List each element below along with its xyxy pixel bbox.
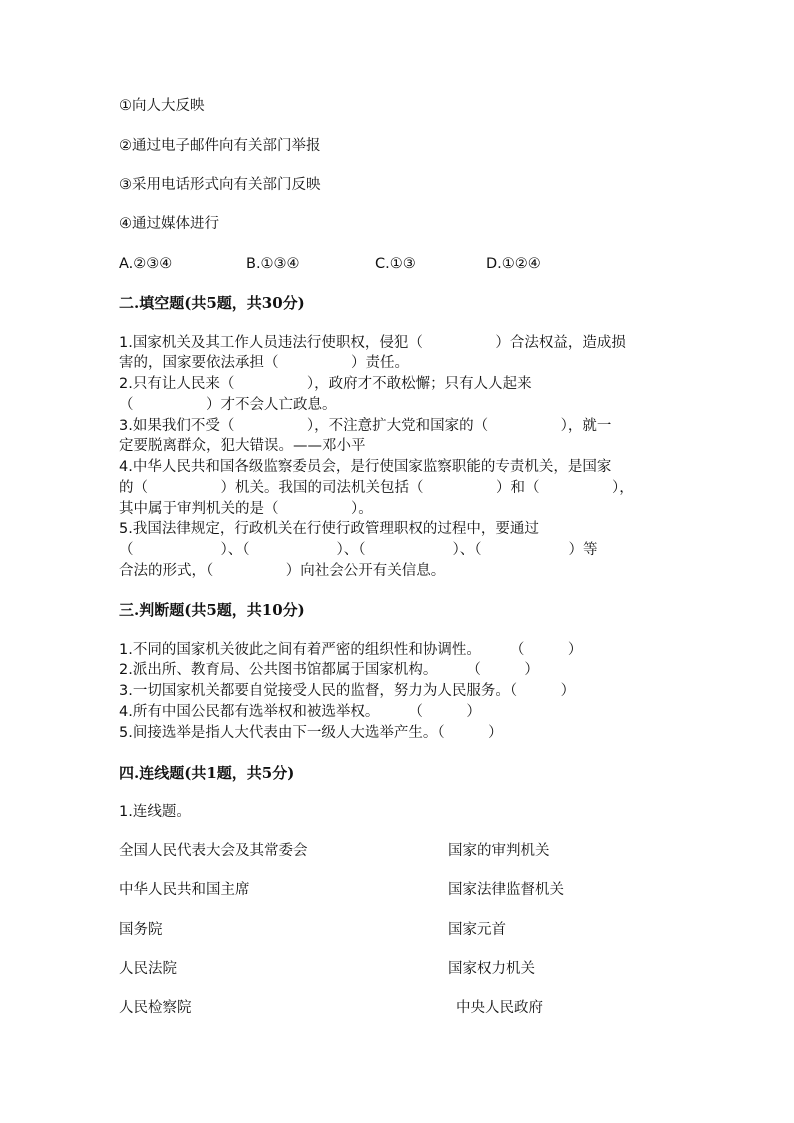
fill-line: 2.只有让人民来（ ），政府才不敢松懈；只有人人起来 <box>119 376 532 392</box>
option-c: C.①③ <box>375 256 416 272</box>
fill-line: 害的，国家要依法承担（ ）责任。 <box>119 355 409 371</box>
match-left-item: 人民法院 <box>119 961 177 977</box>
option-b: B.①③④ <box>246 256 300 272</box>
judge-line: 5.间接选举是指人大代表由下一级人大选举产生。（ ） <box>119 725 503 741</box>
section-3-title: 三.判断题(共5题，共10分) <box>119 601 305 619</box>
matching-question: 1.连线题。 <box>119 804 191 820</box>
fill-line: 4.中华人民共和国各级监察委员会，是行使国家监察职能的专责机关，是国家 <box>119 459 612 475</box>
fill-line: 定要脱离群众，犯大错误。——邓小平 <box>119 438 366 454</box>
fill-line: 3.如果我们不受（ ），不注意扩大党和国家的（ ），就一 <box>119 418 612 434</box>
choice-item-4: ④通过媒体进行 <box>119 216 219 232</box>
judge-line: 2.派出所、教育局、公共图书馆都属于国家机构。 （ ） <box>119 662 539 678</box>
section-4-title: 四.连线题(共1题，共5分) <box>119 764 295 782</box>
fill-line: 的（ ）机关。我国的司法机关包括（ ）和（ ）， <box>119 480 634 496</box>
match-left-item: 全国人民代表大会及其常委会 <box>119 843 308 859</box>
match-left-item: 人民检察院 <box>119 1000 192 1016</box>
fill-line: （ ）、（ ）、（ ）、（ ）等 <box>119 542 598 558</box>
judge-line: 3.一切国家机关都要自觉接受人民的监督，努力为人民服务。（ ） <box>119 683 576 699</box>
choice-item-2: ②通过电子邮件向有关部门举报 <box>119 138 321 154</box>
judge-line: 1.不同的国家机关彼此之间有着严密的组织性和协调性。 （ ） <box>119 642 583 658</box>
match-right-item: 国家的审判机关 <box>448 843 550 859</box>
match-right-item: 国家元首 <box>448 922 506 938</box>
fill-line: （ ）才不会人亡政息。 <box>119 397 337 413</box>
option-a: A.②③④ <box>119 256 173 272</box>
match-left-item: 国务院 <box>119 922 163 938</box>
fill-line: 其中属于审判机关的是（ ）。 <box>119 501 373 517</box>
fill-line: 5.我国法律规定，行政机关在行使行政管理职权的过程中，要通过 <box>119 521 539 537</box>
option-d: D.①②④ <box>486 256 541 272</box>
choice-item-1: ①向人大反映 <box>119 98 205 114</box>
match-right-item: 国家权力机关 <box>448 961 535 977</box>
match-left-item: 中华人民共和国主席 <box>119 882 250 898</box>
match-right-item: 中央人民政府 <box>456 1000 543 1016</box>
section-2-title: 二.填空题(共5题，共30分) <box>119 294 305 312</box>
judge-line: 4.所有中国公民都有选举权和被选举权。 （ ） <box>119 704 481 720</box>
match-right-item: 国家法律监督机关 <box>448 882 564 898</box>
fill-line: 1.国家机关及其工作人员违法行使职权，侵犯（ ）合法权益，造成损 <box>119 335 626 351</box>
fill-line: 合法的形式，（ ）向社会公开有关信息。 <box>119 563 446 579</box>
choice-item-3: ③采用电话形式向有关部门反映 <box>119 177 321 193</box>
